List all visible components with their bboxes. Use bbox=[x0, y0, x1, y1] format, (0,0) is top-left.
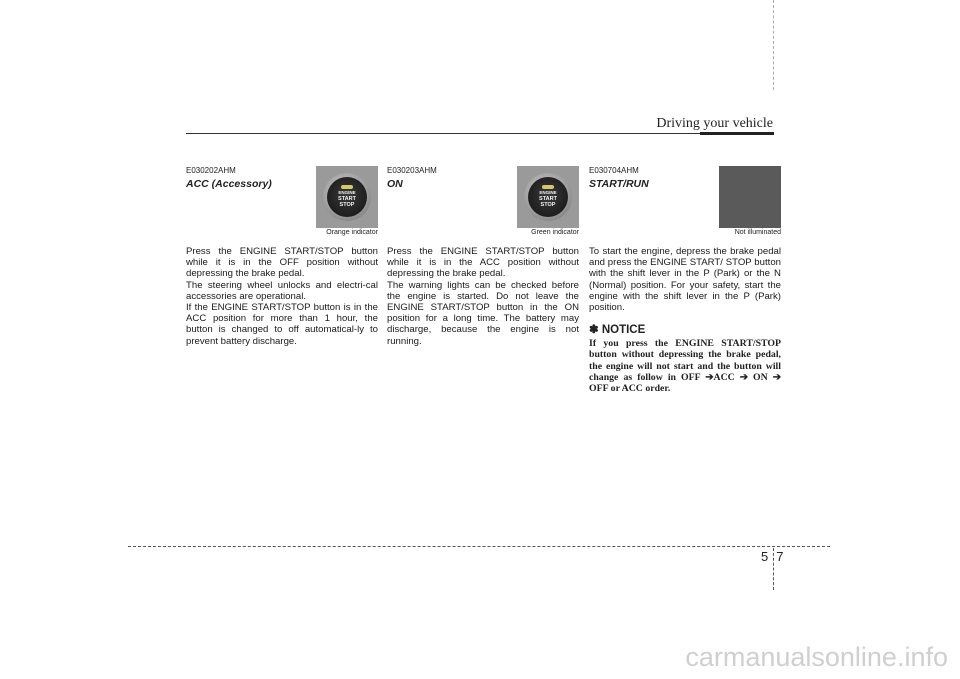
section-number: 5 bbox=[761, 549, 769, 564]
section-heading: ACC (Accessory) bbox=[186, 178, 272, 190]
notice-text: If you press the ENGINE START/STOP button without depressing the brake pedal, the engine will not start and the button will change as follow in OFF ➔ACC ➔ ON ➔ OFF or ACC order. bbox=[589, 338, 781, 395]
engine-button-figure-on bbox=[517, 166, 579, 228]
paragraph: To start the engine, depress the brake pedal and press the ENGINE START/ STOP button with the shift lever in the P (Park) or the N (Normal) position. For your safety, start the engine with the shift lever in the P (Park) position. bbox=[589, 246, 781, 314]
column-start-run bbox=[589, 166, 781, 394]
header-divider bbox=[186, 133, 774, 134]
button-label-start: START bbox=[539, 195, 557, 202]
button-label-stop: STOP bbox=[540, 202, 556, 209]
page-number bbox=[761, 549, 791, 564]
paragraph: The warning lights can be checked before the engine is started. Do not leave the ENGINE START/STOP button in the ON position for a long time. The battery may discharge, because the engine is not running. bbox=[387, 279, 579, 347]
indicator-light bbox=[341, 185, 353, 189]
page-number-value: 7 bbox=[776, 549, 784, 564]
paragraph: Press the ENGINE START/STOP button while it is in the OFF position without depressing the brake pedal. bbox=[186, 246, 378, 280]
section-heading: ON bbox=[387, 178, 403, 190]
column-on bbox=[387, 166, 579, 347]
notice-heading: ✽ NOTICE bbox=[589, 324, 646, 337]
section-code: E030704AHM bbox=[589, 166, 639, 175]
section-code: E030203AHM bbox=[387, 166, 437, 175]
engine-start-stop-icon bbox=[528, 177, 568, 217]
button-label-engine: ENGINE bbox=[539, 190, 557, 196]
body-text bbox=[387, 246, 579, 347]
footer-divider bbox=[128, 546, 830, 547]
paragraph: Press the ENGINE START/STOP button while it is in the ACC position without depressing the brake pedal. bbox=[387, 246, 579, 280]
indicator-light bbox=[542, 185, 554, 189]
engine-button-figure-acc bbox=[316, 166, 378, 228]
engine-start-stop-icon bbox=[327, 177, 367, 217]
figure-caption: Orange indicator bbox=[326, 229, 378, 236]
watermark: carmanualsonline.info bbox=[685, 642, 948, 672]
body-text bbox=[589, 246, 781, 313]
column-acc bbox=[186, 166, 378, 347]
body-text bbox=[186, 246, 378, 347]
page-margin-guide bbox=[773, 548, 774, 590]
engine-button-figure-start bbox=[719, 166, 781, 228]
top-margin-guide bbox=[773, 0, 774, 90]
section-title: Driving your vehicle bbox=[656, 116, 773, 131]
paragraph: The steering wheel unlocks and electri-cal accessories are operational. bbox=[186, 279, 378, 302]
header-divider-accent bbox=[700, 132, 774, 135]
button-label-engine: ENGINE bbox=[338, 190, 356, 196]
section-heading: START/RUN bbox=[589, 178, 649, 190]
paragraph: If the ENGINE START/STOP button is in the ACC position for more than 1 hour, the button is changed to off automatical-ly to prevent battery discharge. bbox=[186, 302, 378, 347]
button-label-start: START bbox=[338, 195, 356, 202]
section-code: E030202AHM bbox=[186, 166, 236, 175]
figure-caption: Green indicator bbox=[531, 229, 579, 236]
button-label-stop: STOP bbox=[339, 202, 355, 209]
figure-caption: Not illuminated bbox=[734, 229, 781, 236]
